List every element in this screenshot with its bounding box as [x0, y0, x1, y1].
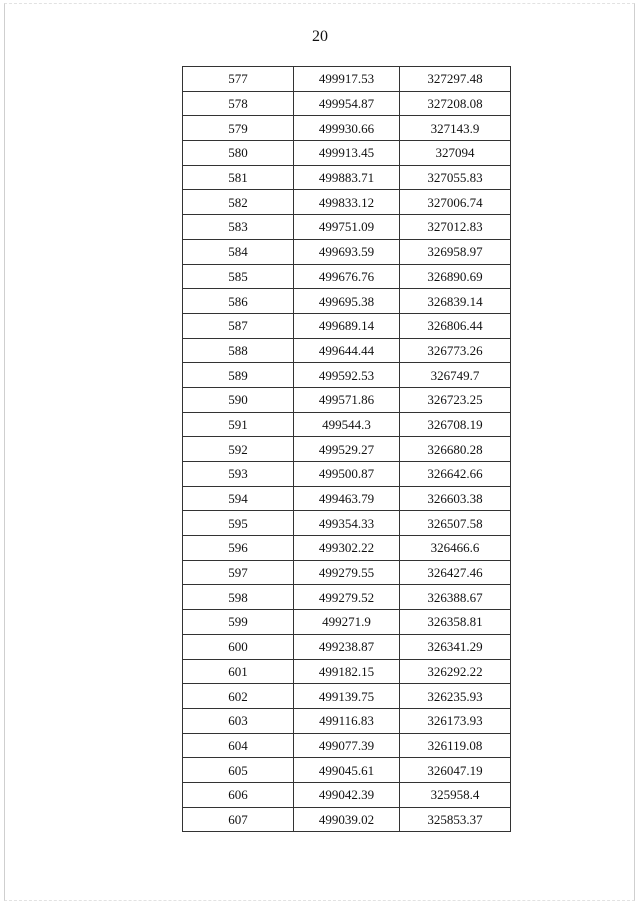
table-row: [183, 511, 511, 536]
x-coordinate-cell: 499917.53: [294, 67, 400, 92]
y-coordinate-cell: 326749.7: [400, 363, 511, 388]
y-coordinate-cell: 327006.74: [400, 190, 511, 215]
point-number-cell: 594: [183, 486, 294, 511]
point-number-cell: 590: [183, 387, 294, 412]
y-coordinate-cell: 325853.37: [400, 807, 511, 832]
y-coordinate-cell: 326358.81: [400, 610, 511, 635]
y-coordinate-cell: 326119.08: [400, 733, 511, 758]
point-number-cell: 588: [183, 338, 294, 363]
x-coordinate-cell: 499077.39: [294, 733, 400, 758]
y-coordinate-cell: 326839.14: [400, 289, 511, 314]
table-row: [183, 338, 511, 363]
table-row: [183, 215, 511, 240]
y-coordinate-cell: 326708.19: [400, 412, 511, 437]
x-coordinate-cell: 499500.87: [294, 462, 400, 487]
y-coordinate-cell: 326773.26: [400, 338, 511, 363]
point-number-cell: 587: [183, 313, 294, 338]
table-row: [183, 313, 511, 338]
x-coordinate-cell: 499039.02: [294, 807, 400, 832]
point-number-cell: 581: [183, 165, 294, 190]
point-number-cell: 605: [183, 758, 294, 783]
table-row: [183, 239, 511, 264]
table-row: [183, 634, 511, 659]
x-coordinate-cell: 499354.33: [294, 511, 400, 536]
table-row: [183, 758, 511, 783]
point-number-cell: 592: [183, 437, 294, 462]
x-coordinate-cell: 499042.39: [294, 782, 400, 807]
point-number-cell: 593: [183, 462, 294, 487]
point-number-cell: 580: [183, 141, 294, 166]
x-coordinate-cell: 499693.59: [294, 239, 400, 264]
y-coordinate-cell: 326047.19: [400, 758, 511, 783]
y-coordinate-cell: 327208.08: [400, 91, 511, 116]
y-coordinate-cell: 326466.6: [400, 536, 511, 561]
point-number-cell: 583: [183, 215, 294, 240]
point-number-cell: 578: [183, 91, 294, 116]
point-number-cell: 603: [183, 708, 294, 733]
x-coordinate-cell: 499883.71: [294, 165, 400, 190]
table-row: [183, 659, 511, 684]
x-coordinate-cell: 499751.09: [294, 215, 400, 240]
point-number-cell: 584: [183, 239, 294, 264]
x-coordinate-cell: 499463.79: [294, 486, 400, 511]
point-number-cell: 591: [183, 412, 294, 437]
point-number-cell: 599: [183, 610, 294, 635]
y-coordinate-cell: 326958.97: [400, 239, 511, 264]
point-number-cell: 586: [183, 289, 294, 314]
x-coordinate-cell: 499644.44: [294, 338, 400, 363]
y-coordinate-cell: 326642.66: [400, 462, 511, 487]
x-coordinate-cell: 499833.12: [294, 190, 400, 215]
x-coordinate-cell: 499695.38: [294, 289, 400, 314]
y-coordinate-cell: 327012.83: [400, 215, 511, 240]
x-coordinate-cell: 499571.86: [294, 387, 400, 412]
table-row: [183, 264, 511, 289]
point-number-cell: 582: [183, 190, 294, 215]
point-number-cell: 585: [183, 264, 294, 289]
table-row: [183, 708, 511, 733]
x-coordinate-cell: 499592.53: [294, 363, 400, 388]
table-row: [183, 141, 511, 166]
x-coordinate-cell: 499676.76: [294, 264, 400, 289]
table-row: [183, 165, 511, 190]
y-coordinate-cell: 326507.58: [400, 511, 511, 536]
y-coordinate-cell: 326603.38: [400, 486, 511, 511]
y-coordinate-cell: 326890.69: [400, 264, 511, 289]
table-row: [183, 560, 511, 585]
y-coordinate-cell: 326292.22: [400, 659, 511, 684]
x-coordinate-cell: 499544.3: [294, 412, 400, 437]
y-coordinate-cell: 326173.93: [400, 708, 511, 733]
table-row: [183, 91, 511, 116]
point-number-cell: 577: [183, 67, 294, 92]
table-row: [183, 387, 511, 412]
table-row: [183, 486, 511, 511]
table-row: [183, 782, 511, 807]
y-coordinate-cell: 327094: [400, 141, 511, 166]
x-coordinate-cell: 499116.83: [294, 708, 400, 733]
table-row: [183, 116, 511, 141]
coordinates-table-body: [183, 67, 511, 832]
point-number-cell: 596: [183, 536, 294, 561]
x-coordinate-cell: 499182.15: [294, 659, 400, 684]
point-number-cell: 607: [183, 807, 294, 832]
y-coordinate-cell: 326680.28: [400, 437, 511, 462]
y-coordinate-cell: 327297.48: [400, 67, 511, 92]
y-coordinate-cell: 326235.93: [400, 684, 511, 709]
table-row: [183, 684, 511, 709]
x-coordinate-cell: 499302.22: [294, 536, 400, 561]
table-row: [183, 67, 511, 92]
y-coordinate-cell: 326723.25: [400, 387, 511, 412]
page-number: 20: [312, 28, 328, 45]
table-row: [183, 733, 511, 758]
point-number-cell: 600: [183, 634, 294, 659]
point-number-cell: 604: [183, 733, 294, 758]
point-number-cell: 597: [183, 560, 294, 585]
y-coordinate-cell: 326388.67: [400, 585, 511, 610]
point-number-cell: 595: [183, 511, 294, 536]
point-number-cell: 601: [183, 659, 294, 684]
point-number-cell: 598: [183, 585, 294, 610]
table-row: [183, 585, 511, 610]
table-row: [183, 412, 511, 437]
point-number-cell: 602: [183, 684, 294, 709]
table-row: [183, 289, 511, 314]
coordinates-table: [182, 66, 511, 832]
x-coordinate-cell: 499930.66: [294, 116, 400, 141]
y-coordinate-cell: 325958.4: [400, 782, 511, 807]
x-coordinate-cell: 499279.52: [294, 585, 400, 610]
table-row: [183, 536, 511, 561]
point-number-cell: 589: [183, 363, 294, 388]
x-coordinate-cell: 499045.61: [294, 758, 400, 783]
y-coordinate-cell: 327055.83: [400, 165, 511, 190]
x-coordinate-cell: 499139.75: [294, 684, 400, 709]
x-coordinate-cell: 499238.87: [294, 634, 400, 659]
y-coordinate-cell: 326806.44: [400, 313, 511, 338]
point-number-cell: 606: [183, 782, 294, 807]
table-row: [183, 807, 511, 832]
table-row: [183, 363, 511, 388]
x-coordinate-cell: 499954.87: [294, 91, 400, 116]
x-coordinate-cell: 499913.45: [294, 141, 400, 166]
x-coordinate-cell: 499279.55: [294, 560, 400, 585]
y-coordinate-cell: 327143.9: [400, 116, 511, 141]
point-number-cell: 579: [183, 116, 294, 141]
x-coordinate-cell: 499271.9: [294, 610, 400, 635]
table-row: [183, 610, 511, 635]
x-coordinate-cell: 499689.14: [294, 313, 400, 338]
table-row: [183, 437, 511, 462]
y-coordinate-cell: 326427.46: [400, 560, 511, 585]
y-coordinate-cell: 326341.29: [400, 634, 511, 659]
x-coordinate-cell: 499529.27: [294, 437, 400, 462]
table-row: [183, 462, 511, 487]
table-row: [183, 190, 511, 215]
